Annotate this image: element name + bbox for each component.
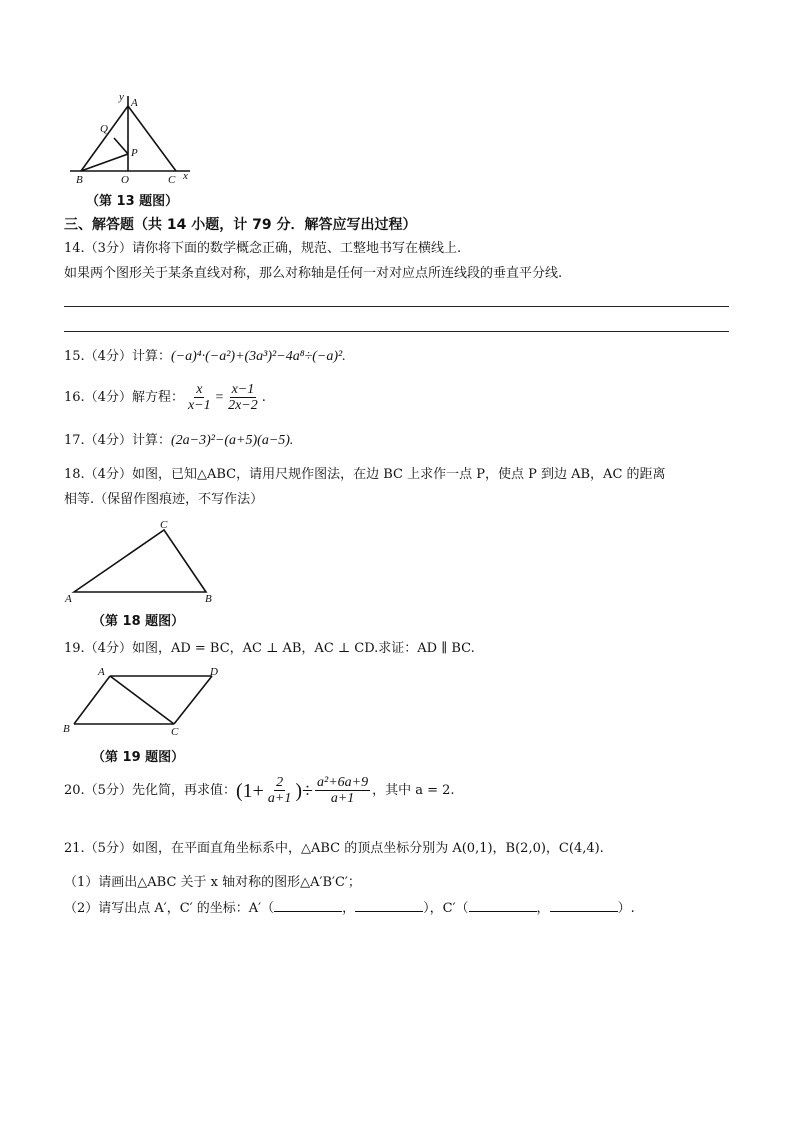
rhs-numerator: x−1 xyxy=(231,382,255,397)
fraction-2-denominator: a+1 xyxy=(330,791,355,806)
section-3-title: 三、解答题（共 14 小题，计 79 分．解答应写出过程） xyxy=(64,217,417,233)
open-bracket: (1+ xyxy=(235,779,264,802)
fraction-1-denominator: a+1 xyxy=(267,791,292,806)
label-y: y xyxy=(119,91,124,103)
label-b: B xyxy=(63,723,70,735)
label-b: B xyxy=(76,174,83,184)
segment-ab xyxy=(81,106,128,171)
question-16-lhs-fraction xyxy=(186,382,213,413)
question-20-number: 20.（5分） xyxy=(64,782,132,798)
question-18 xyxy=(64,466,666,484)
question-14 xyxy=(64,240,461,258)
fraction-2-numerator: a²+6a+9 xyxy=(317,775,369,790)
question-21-part-1: （1）请画出△ABC 关于 x 轴对称的图形△A′B′C′； xyxy=(64,875,361,890)
blank-a-prime-y[interactable] xyxy=(355,899,423,912)
figure-19-caption: （第 19 题图） xyxy=(92,750,185,765)
question-19-text: 如图，AD = BC，AC ⊥ AB，AC ⊥ CD.求证：AD ∥ BC. xyxy=(131,641,475,656)
rhs-denominator: 2x−2 xyxy=(228,398,258,413)
label-b: B xyxy=(205,593,212,605)
figure-18-caption: （第 18 题图） xyxy=(92,614,185,629)
question-20-fraction-1 xyxy=(266,775,293,806)
segment-ac xyxy=(110,676,174,724)
blank-c-prime-x[interactable] xyxy=(469,899,537,912)
label-d: D xyxy=(210,666,218,678)
label-c: C xyxy=(171,726,179,738)
lhs-denominator: x−1 xyxy=(187,398,211,413)
question-21-part-2 xyxy=(64,899,635,918)
blank-a-prime-x[interactable] xyxy=(274,899,342,912)
blank-c-prime-y[interactable] xyxy=(550,899,618,912)
part-2-b: ），C′（ xyxy=(423,901,469,916)
segment-cd xyxy=(174,676,212,724)
label-a: A xyxy=(131,97,138,109)
question-16 xyxy=(64,382,266,413)
question-15 xyxy=(64,348,346,366)
question-18-line1: 如图，已知△ABC，请用尺规作图法，在边 BC 上求作一点 P，使点 P 到边 AB，AC 的距离 xyxy=(131,467,666,482)
question-14-concept: 如果两个图形关于某条直线对称，那么对称轴是任何一对对应点所连线段的垂直平分线. xyxy=(64,266,563,281)
part-2-c: ）. xyxy=(617,901,635,916)
question-15-prefix: 计算： xyxy=(131,349,171,364)
question-20-fraction-2 xyxy=(315,775,370,806)
part-2-a: （2）请写出点 A′，C′ 的坐标：A′（ xyxy=(64,901,275,916)
answer-line-2[interactable] xyxy=(64,331,729,332)
comma-2: ， xyxy=(536,901,550,916)
label-o: O xyxy=(121,174,129,184)
question-16-rhs-fraction xyxy=(226,382,260,413)
question-19 xyxy=(64,640,475,658)
figure-18 xyxy=(62,518,222,606)
fraction-1-numerator: 2 xyxy=(276,775,284,790)
triangle-abc xyxy=(74,530,206,592)
question-19-number: 19.（4分） xyxy=(64,641,132,656)
label-a: A xyxy=(98,666,105,678)
question-20-suffix: ，其中 a = 2. xyxy=(372,782,455,798)
question-21-text: 如图，在平面直角坐标系中，△ABC 的顶点坐标分别为 A(0,1)，B(2,0)，C(4,4). xyxy=(131,841,604,856)
question-14-text: 请你将下面的数学概念正确，规范、工整地书写在横线上. xyxy=(131,241,462,256)
label-c: C xyxy=(160,519,168,531)
answer-line-1[interactable] xyxy=(64,306,729,307)
close-bracket: )÷ xyxy=(295,779,314,802)
question-20-prefix: 先化简，再求值： xyxy=(131,782,236,798)
question-17-number: 17.（4分） xyxy=(64,433,132,448)
question-14-number: 14.（3分） xyxy=(64,241,132,256)
lhs-numerator: x xyxy=(196,382,203,397)
figure-13 xyxy=(64,88,204,184)
label-p: P xyxy=(131,147,138,159)
segment-qp xyxy=(114,138,128,154)
question-16-number: 16.（4分） xyxy=(64,389,132,405)
question-21-number: 21.（5分） xyxy=(64,841,132,856)
question-17-expression: (2a−3)²−(a+5)(a−5). xyxy=(170,433,294,448)
question-16-end: . xyxy=(261,389,266,405)
segment-ac xyxy=(128,106,176,171)
question-16-prefix: 解方程： xyxy=(131,389,184,405)
question-18-number: 18.（4分） xyxy=(64,467,132,482)
label-x: x xyxy=(183,170,188,182)
question-20 xyxy=(64,775,455,806)
label-c: C xyxy=(168,174,176,184)
question-18-line2: 相等.（保留作图痕迹，不写作法） xyxy=(64,492,264,507)
segment-ab xyxy=(74,676,110,724)
question-15-number: 15.（4分） xyxy=(64,349,132,364)
question-17 xyxy=(64,432,293,450)
comma-1: ， xyxy=(342,901,356,916)
question-15-expression: (−a)⁴·(−a²)+(3a³)²−4a⁸÷(−a)². xyxy=(170,349,346,364)
question-17-prefix: 计算： xyxy=(131,433,171,448)
label-a: A xyxy=(65,593,72,605)
figure-19 xyxy=(62,664,228,738)
label-q: Q xyxy=(100,123,108,135)
figure-13-caption: （第 13 题图） xyxy=(86,194,179,209)
equals-sign: = xyxy=(214,389,225,405)
question-21 xyxy=(64,840,604,858)
